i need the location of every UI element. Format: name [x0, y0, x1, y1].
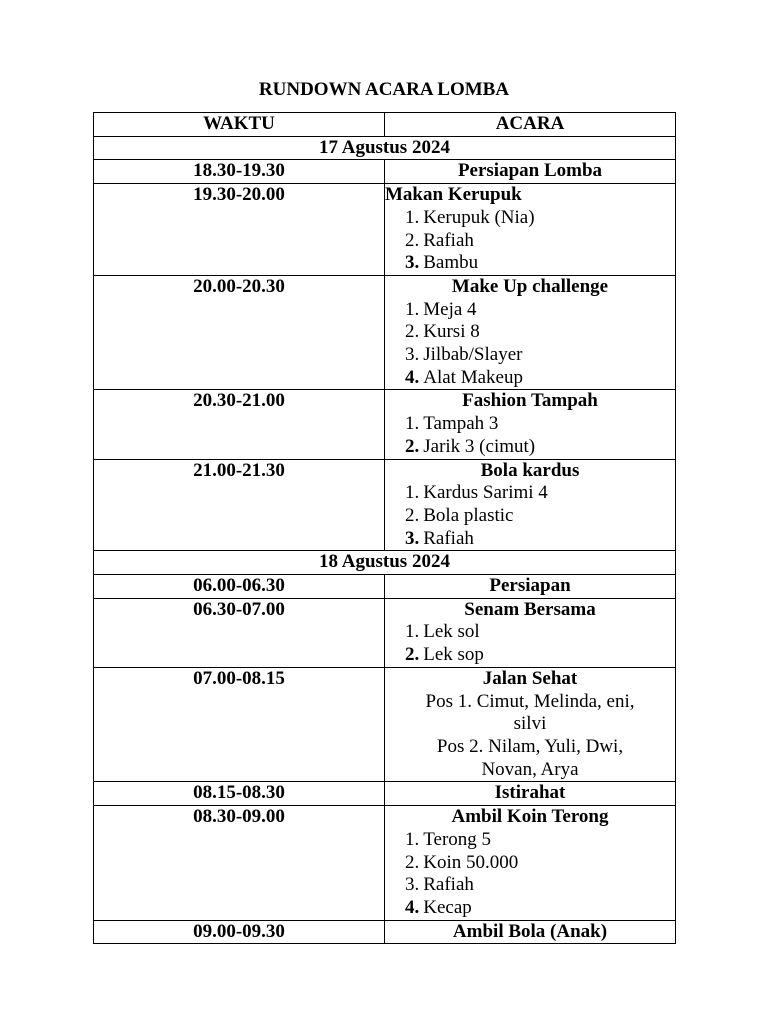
item-list: [385, 413, 675, 458]
list-item: 3. Jilbab/Slayer: [405, 344, 523, 366]
time-cell: 21.00-21.30: [94, 459, 385, 551]
activity-name: Persiapan: [489, 575, 571, 597]
table-row: [94, 160, 676, 184]
list-item: 1. Meja 4: [405, 298, 477, 320]
activity-name: Persiapan Lomba: [457, 160, 603, 182]
table-row: [94, 598, 676, 667]
date-cell: 17 Agustus 2024: [94, 136, 676, 160]
time-cell: 20.00-20.30: [94, 275, 385, 390]
time-cell: 20.30-21.00: [94, 390, 385, 459]
activity-cell: [385, 459, 676, 551]
list-item: 1. Tampah 3: [405, 413, 499, 435]
activity-name: Makan Kerupuk: [385, 184, 522, 206]
date-row: [94, 136, 676, 160]
table-row: [94, 667, 676, 782]
table-row: [94, 390, 676, 459]
activity-cell: [385, 390, 676, 459]
activity-cell: [385, 275, 676, 390]
time-cell: 19.30-20.00: [94, 184, 385, 276]
time-cell: 18.30-19.30: [94, 160, 385, 184]
list-item: 1. Kerupuk (Nia): [405, 206, 535, 228]
time-cell: 07.00-08.15: [94, 667, 385, 782]
activity-name: Senam Bersama: [464, 598, 596, 620]
pos-line: silvi: [513, 713, 547, 735]
activity-cell: [385, 782, 676, 806]
item-list: [385, 482, 675, 550]
list-item: 1. Terong 5: [405, 828, 492, 850]
item-list: [385, 621, 675, 666]
activity-cell: [385, 667, 676, 782]
activity-cell: [385, 575, 676, 599]
table-row: [94, 806, 676, 921]
activity-cell: [385, 806, 676, 921]
list-item: 2. Jarik 3 (cimut): [405, 435, 536, 457]
pos-line: Novan, Arya: [481, 758, 579, 780]
table-header-row: [94, 113, 676, 137]
list-item: 2. Bola plastic: [405, 504, 514, 526]
activity-name: Ambil Koin Terong: [451, 806, 609, 828]
list-item: 3. Rafiah: [405, 874, 474, 896]
list-item: 3. Rafiah: [405, 527, 474, 549]
activity-name: Istirahat: [494, 782, 566, 804]
time-cell: 08.30-09.00: [94, 806, 385, 921]
activity-cell: [385, 598, 676, 667]
item-list: [385, 829, 675, 920]
time-cell: 06.00-06.30: [94, 575, 385, 599]
activity-name: Fashion Tampah: [462, 390, 598, 412]
activity-cell: [385, 920, 676, 944]
list-item: 2. Kursi 8: [405, 321, 480, 343]
table-row: [94, 782, 676, 806]
activity-name: Make Up challenge: [451, 275, 609, 297]
list-item: 2. Koin 50.000: [405, 851, 519, 873]
activity-cell: [385, 160, 676, 184]
activity-name: Bola kardus: [480, 459, 580, 481]
header-waktu: WAKTU: [94, 113, 385, 137]
list-item: 3. Bambu: [405, 252, 479, 274]
list-item: 2. Rafiah: [405, 229, 474, 251]
rundown-table: [93, 112, 676, 944]
time-cell: 08.15-08.30: [94, 782, 385, 806]
table-row: [94, 575, 676, 599]
table-row: [94, 184, 676, 276]
list-item: 4. Alat Makeup: [405, 366, 523, 388]
list-item: 1. Kardus Sarimi 4: [405, 482, 548, 504]
table-row: [94, 459, 676, 551]
activity-name: Ambil Bola (Anak): [452, 920, 608, 942]
pos-line: Pos 1. Cimut, Melinda, eni,: [425, 690, 635, 712]
list-item: 4. Kecap: [405, 896, 472, 918]
activity-cell: [385, 184, 676, 276]
time-cell: 06.30-07.00: [94, 598, 385, 667]
date-row: [94, 551, 676, 575]
item-list: [385, 207, 675, 275]
table-row: [94, 275, 676, 390]
activity-name: Jalan Sehat: [482, 667, 578, 689]
header-acara: ACARA: [385, 113, 676, 137]
pos-line: Pos 2. Nilam, Yuli, Dwi,: [436, 735, 624, 757]
item-list: [385, 299, 675, 390]
list-item: 1. Lek sol: [405, 621, 480, 643]
document-title: RUNDOWN ACARA LOMBA: [258, 79, 510, 100]
time-cell: 09.00-09.30: [94, 920, 385, 944]
list-item: 2. Lek sop: [405, 644, 484, 666]
table-row: [94, 920, 676, 944]
date-cell: 18 Agustus 2024: [94, 551, 676, 575]
